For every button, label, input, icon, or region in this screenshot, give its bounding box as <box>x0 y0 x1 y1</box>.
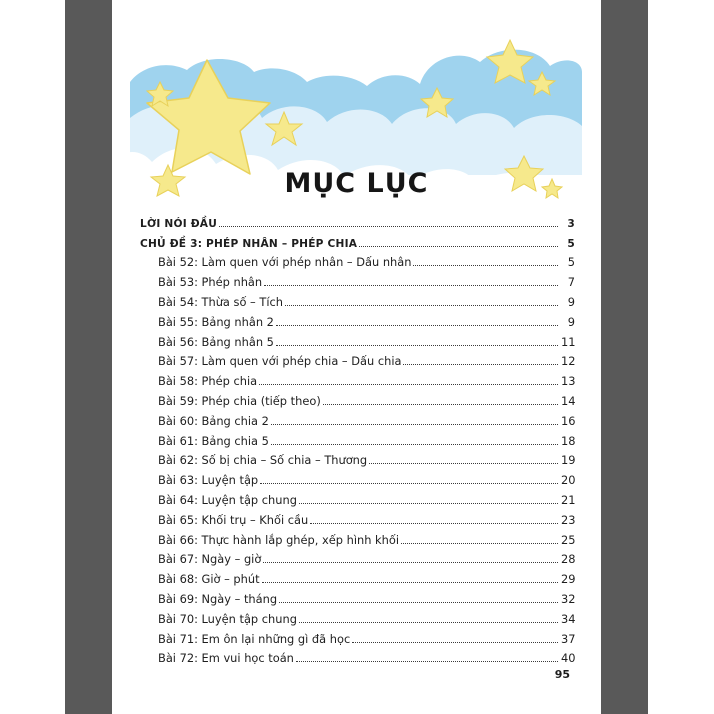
toc-entry-page: 12 <box>561 354 576 369</box>
toc-entry-page: 34 <box>561 611 576 626</box>
dot-leader <box>310 523 558 524</box>
toc-entry-label: Bài 54: Thừa số – Tích <box>158 294 283 309</box>
toc-lesson-row[interactable] <box>140 270 575 290</box>
toc-entry-page: 25 <box>561 532 576 547</box>
toc-entry-label: Bài 57: Làm quen với phép chia – Dấu chia <box>158 354 402 369</box>
dot-leader <box>359 246 558 247</box>
toc-entry-page: 40 <box>561 651 576 666</box>
toc-entry-label: Bài 70: Luyện tập chung <box>158 611 297 626</box>
toc-entry-label: Bài 61: Bảng chia 5 <box>158 433 269 448</box>
toc-entry-page: 16 <box>561 413 576 428</box>
toc-entry-label: Bài 67: Ngày – giờ <box>158 552 262 567</box>
toc-entry-page: 11 <box>561 334 576 349</box>
toc-entry-label: Bài 71: Em ôn lại những gì đã học <box>158 631 351 646</box>
dot-leader <box>259 384 558 385</box>
dot-leader <box>262 582 558 583</box>
toc-lesson-row[interactable] <box>140 389 575 409</box>
dot-leader <box>299 503 558 504</box>
dot-leader <box>279 602 558 603</box>
toc-entry-page: 14 <box>561 393 576 408</box>
dot-leader <box>264 285 558 286</box>
toc-entry-page: 7 <box>567 275 575 290</box>
toc-lesson-row[interactable] <box>140 548 575 568</box>
toc-entry-page: 32 <box>561 591 576 606</box>
dot-leader <box>323 404 558 405</box>
right-frame <box>601 0 648 714</box>
toc-entry-page: 5 <box>567 255 575 270</box>
toc-lesson-row[interactable] <box>140 369 575 389</box>
toc-lesson-row[interactable] <box>140 508 575 528</box>
dot-leader <box>352 642 558 643</box>
toc-lesson-row[interactable] <box>140 488 575 508</box>
toc-lesson-row[interactable] <box>140 429 575 449</box>
toc-lesson-row[interactable] <box>140 587 575 607</box>
dot-leader <box>263 562 558 563</box>
toc-entry-page: 29 <box>561 572 576 587</box>
dot-leader <box>219 226 558 227</box>
toc-preface-row[interactable] <box>140 211 575 231</box>
dot-leader <box>260 483 558 484</box>
toc-entry-label: Bài 62: Số bị chia – Số chia – Thương <box>158 453 368 468</box>
dot-leader <box>296 661 558 662</box>
toc-entry-label: Bài 56: Bảng nhân 5 <box>158 334 274 349</box>
toc-entry-label: Bài 60: Bảng chia 2 <box>158 413 269 428</box>
toc-entry-page: 19 <box>561 453 576 468</box>
toc-entry-page: 9 <box>567 314 575 329</box>
toc-entry-page: 5 <box>567 237 575 250</box>
dot-leader <box>299 622 558 623</box>
dot-leader <box>271 424 558 425</box>
dot-leader <box>276 345 558 346</box>
toc-lesson-row[interactable] <box>140 627 575 647</box>
toc-entry-page: 28 <box>561 552 576 567</box>
dot-leader <box>271 444 558 445</box>
page-title: MỤC LỤC <box>284 168 429 199</box>
toc-entry-page: 13 <box>561 374 576 389</box>
dot-leader <box>285 305 558 306</box>
toc-entry-label: Bài 68: Giờ – phút <box>158 572 260 587</box>
toc-entry-label: CHỦ ĐỀ 3: PHÉP NHÂN – PHÉP CHIA <box>140 237 358 250</box>
toc-entry-label: LỜI NÓI ĐẦU <box>140 217 218 230</box>
lesson-list <box>140 251 575 667</box>
toc-entry-label: Bài 55: Bảng nhân 2 <box>158 314 274 329</box>
dot-leader <box>369 463 558 464</box>
dot-leader <box>413 265 558 266</box>
toc-lesson-row[interactable] <box>140 468 575 488</box>
left-frame <box>65 0 112 714</box>
toc-lesson-row[interactable] <box>140 647 575 667</box>
dot-leader <box>401 543 558 544</box>
toc-entry-label: Bài 58: Phép chia <box>158 374 258 389</box>
toc-entry-label: Bài 66: Thực hành lắp ghép, xếp hình khối <box>158 532 399 547</box>
toc-lesson-row[interactable] <box>140 330 575 350</box>
toc-lesson-row[interactable] <box>140 350 575 370</box>
toc-lesson-row[interactable] <box>140 290 575 310</box>
toc-lesson-row[interactable] <box>140 528 575 548</box>
toc-entry-label: Bài 53: Phép nhân <box>158 275 263 290</box>
toc-entry-label: Bài 52: Làm quen với phép nhân – Dấu nhân <box>158 255 412 270</box>
toc-lesson-row[interactable] <box>140 567 575 587</box>
toc-entry-page: 3 <box>567 217 575 230</box>
toc-entry-label: Bài 69: Ngày – tháng <box>158 591 278 606</box>
toc-entry-label: Bài 65: Khối trụ – Khối cầu <box>158 512 309 527</box>
toc-entry-label: Bài 59: Phép chia (tiếp theo) <box>158 393 321 408</box>
dot-leader <box>276 325 558 326</box>
table-of-contents <box>140 211 575 666</box>
toc-entry-label: Bài 72: Em vui học toán <box>158 651 294 666</box>
toc-lesson-row[interactable] <box>140 449 575 469</box>
toc-lesson-row[interactable] <box>140 607 575 627</box>
toc-entry-label: Bài 64: Luyện tập chung <box>158 492 297 507</box>
toc-entry-page: 20 <box>561 473 576 488</box>
toc-lesson-row[interactable] <box>140 409 575 429</box>
toc-entry-page: 37 <box>561 631 576 646</box>
toc-entry-page: 9 <box>567 294 575 309</box>
toc-entry-label: Bài 63: Luyện tập <box>158 473 259 488</box>
toc-entry-page: 23 <box>561 512 576 527</box>
toc-entry-page: 21 <box>561 492 576 507</box>
page-number: 95 <box>554 668 570 681</box>
dot-leader <box>403 364 558 365</box>
toc-chapter-row[interactable] <box>140 231 575 251</box>
toc-lesson-row[interactable] <box>140 251 575 271</box>
toc-lesson-row[interactable] <box>140 310 575 330</box>
toc-entry-page: 18 <box>561 433 576 448</box>
